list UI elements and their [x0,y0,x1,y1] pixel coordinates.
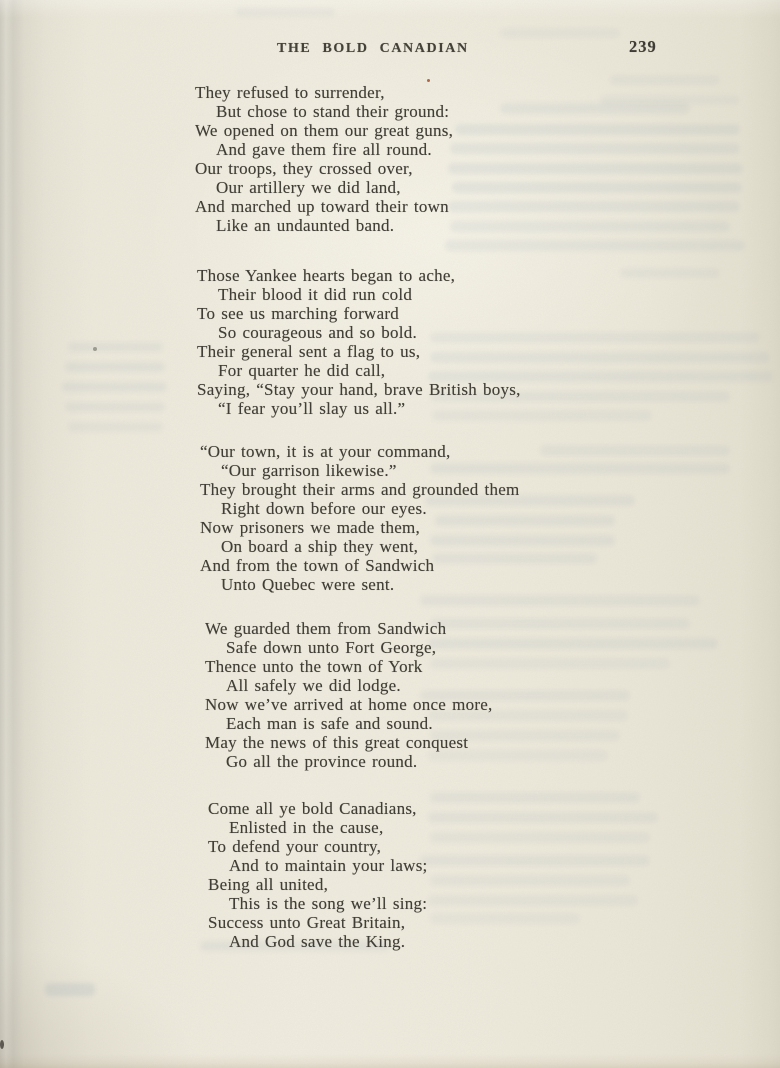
poem-line: Now prisoners we made them, [200,518,421,537]
poem-line: Now we’ve arrived at home once more, [205,695,493,714]
poem-line: To defend your country, [208,837,382,856]
poem-line: And from the town of Sandwich [200,556,435,575]
stanza [200,442,520,594]
poem-line: May the news of this great conquest [205,733,469,752]
poem-line: Enlisted in the cause, [229,818,384,837]
poem-line: On board a ship they went, [221,537,419,556]
poem-line: Go all the province round. [226,752,418,771]
poem-line: And to maintain your laws; [229,856,428,875]
stanza [197,266,521,418]
poem-line: Our troops, they crossed over, [195,159,413,178]
poem-line: All safely we did lodge. [226,676,401,695]
poem-line: Those Yankee hearts began to ache, [197,266,456,285]
poem-line: This is the song we’ll sing: [229,894,428,913]
poem-line: “I fear you’ll slay us all.” [218,399,406,418]
poem-line: So courageous and so bold. [218,323,418,342]
running-header-title: THE BOLD CANADIAN [277,41,469,56]
poem-line: “Our garrison likewise.” [221,461,397,480]
poem-line: Like an undaunted band. [216,216,395,235]
poem-line: Thence unto the town of York [205,657,423,676]
stanza [208,799,428,951]
poem-line: And marched up toward their town [195,197,449,216]
stanza [195,83,453,235]
poem-line: Safe down unto Fort George, [226,638,437,657]
poem-line: But chose to stand their ground: [216,102,450,121]
poem-line: To see us marching forward [197,304,400,323]
poem-line: And God save the King. [229,932,406,951]
poem-line: Saying, “Stay your hand, brave British boys, [197,380,521,399]
poem-line: Unto Quebec were sent. [221,575,395,594]
poem-line: Success unto Great Britain, [208,913,406,932]
poem-line: They brought their arms and grounded them [200,480,520,499]
poem-line: And gave them fire all round. [216,140,432,159]
poem-line: Being all united, [208,875,329,894]
page-number: 239 [629,37,657,56]
poem-line: Each man is safe and sound. [226,714,433,733]
poem-line: “Our town, it is at your command, [200,442,451,461]
poem-line: Their general sent a flag to us, [197,342,421,361]
poem-line: We guarded them from Sandwich [205,619,447,638]
poem-line: Come all ye bold Canadians, [208,799,417,818]
poem-line: Their blood it did run cold [218,285,413,304]
poem-line: Our artillery we did land, [216,178,401,197]
poem-line: They refused to surrender, [195,83,385,102]
poem-line: For quarter he did call, [218,361,386,380]
stanza [205,619,493,771]
poem-line: We opened on them our great guns, [195,121,454,140]
poem-line: Right down before our eyes. [221,499,427,518]
